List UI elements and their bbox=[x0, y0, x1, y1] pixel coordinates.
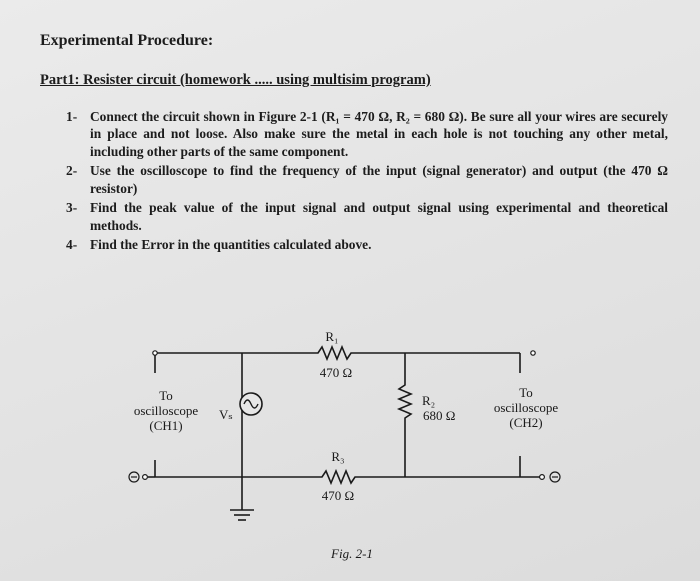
r1-value: 470 Ω bbox=[319, 365, 353, 380]
part-title: Part1: Resister circuit (homework ..... using multisim program) bbox=[40, 72, 431, 88]
top-wire bbox=[155, 347, 520, 359]
ch2-probe-line3: (CH2) bbox=[509, 415, 543, 430]
source-label: Vₛ bbox=[219, 407, 233, 422]
load-branch-wire bbox=[399, 353, 411, 477]
step-number: 1- bbox=[66, 109, 78, 124]
left-ground-marker-icon bbox=[129, 472, 139, 482]
step-text: Use the oscilloscope to find the frequency of the input (signal generator) and output (the 470 Ω resistor) bbox=[90, 163, 668, 196]
page-heading: Experimental Procedure: bbox=[40, 32, 214, 49]
step-text: Find the Error in the quantities calculated above. bbox=[90, 236, 372, 252]
ch2-probe-line1: To bbox=[519, 385, 533, 400]
r2-label: R₂ bbox=[422, 393, 436, 408]
bottom-left-terminal-icon bbox=[143, 475, 148, 480]
top-left-node-icon bbox=[153, 351, 157, 355]
step-number: 2- bbox=[66, 163, 78, 179]
top-right-node-icon bbox=[531, 351, 535, 355]
r1-label: R₁ bbox=[325, 329, 339, 344]
ch1-probe-line2: oscilloscope bbox=[133, 403, 199, 418]
r3-label: R₃ bbox=[331, 449, 345, 464]
right-ground-marker-icon bbox=[550, 472, 560, 482]
figure-caption: Fig. 2-1 bbox=[331, 546, 373, 561]
bottom-right-terminal-icon bbox=[540, 475, 545, 480]
step-number: 3- bbox=[66, 200, 78, 216]
r3-value: 470 Ω bbox=[321, 488, 355, 503]
step-text: Connect the circuit shown in Figure 2-1 (R₁ = 470 Ω, R₂ = 680 Ω). Be sure all your wires are securely in place and not loose. Also make sure the metal in each hole is not touching any other metal, including other parts of the same component. bbox=[90, 109, 668, 159]
step-number: 4- bbox=[66, 236, 78, 252]
ground-icon bbox=[230, 510, 254, 520]
ch1-probe-line3: (CH1) bbox=[149, 418, 183, 433]
ch1-probe-line1: To bbox=[159, 388, 173, 403]
r2-value: 680 Ω bbox=[423, 408, 456, 423]
bottom-wire bbox=[155, 471, 520, 483]
ch2-probe-line2: oscilloscope bbox=[493, 400, 559, 415]
step-text: Find the peak value of the input signal and output signal using experimental and theoretical methods. bbox=[90, 200, 668, 233]
